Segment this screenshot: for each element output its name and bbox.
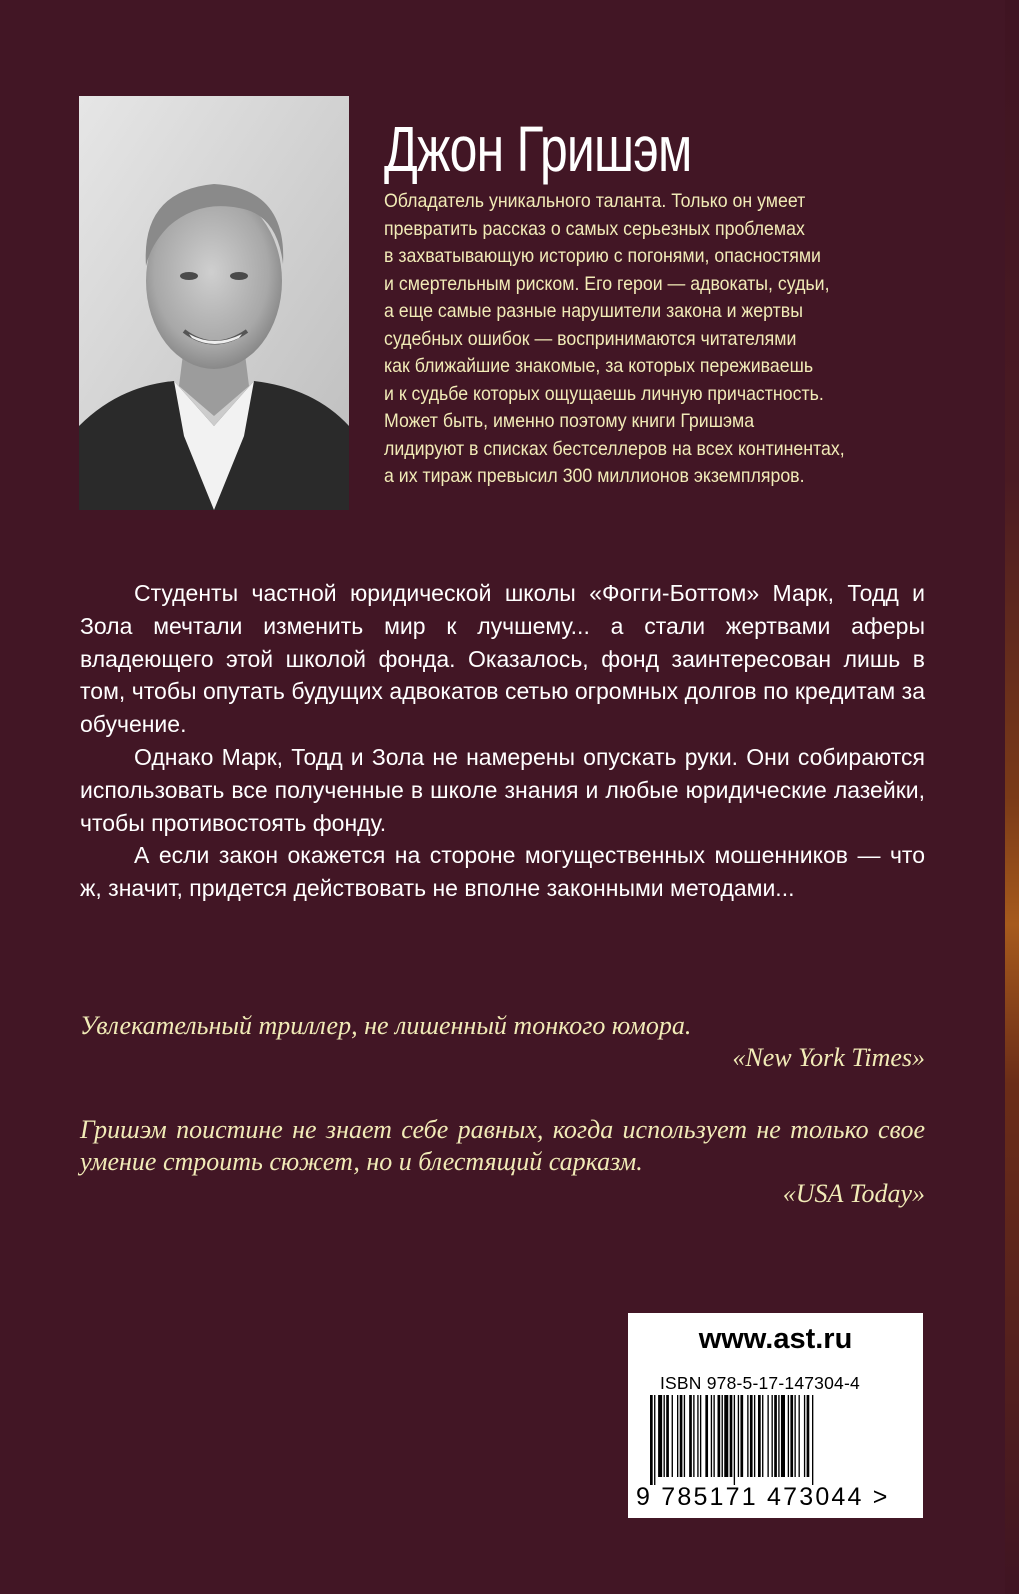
publisher-website: www.ast.ru [698,1323,853,1355]
bio-line: а их тираж превысил 300 миллионов экземпляров. [384,465,805,487]
blurb-paragraph: Однако Марк, Тодд и Зола не намерены опускать руки. Они собираются использовать все полученные в школе знания и любые юридические лазейки, чтобы противостоять фонду. [80,743,925,836]
author-bio [384,188,875,491]
bio-line: и к судьбе которых ощущаешь личную причастность. [384,382,824,405]
barcode-bar [754,1395,755,1477]
ean-digits: 9 785171 473044 > [636,1483,890,1511]
isbn-number: ISBN 978-5-17-147304-4 [660,1373,860,1393]
blurb-paragraph: Студенты частной юридической школы «Фогги-Боттом» Марк, Тодд и Зола мечтали изменить мир к лучшему... а стали жертвами аферы владеющего этой школой фонда. Оказалось, фонд заинтересован лишь в том, чтобы опутать будущих адвокатов сетью огромных долгов по кредитам за обучение. [80,580,925,738]
barcode-bar [705,1395,708,1477]
bio-line: Обладатель уникального таланта. Только он умеет [384,190,806,212]
bio-line: и смертельным риском. Его герои — адвокаты, судьи, [384,272,830,295]
barcode-bar [650,1395,653,1485]
barcode-bar [666,1395,669,1477]
barcode-bar [724,1395,728,1477]
barcode-bar [767,1395,768,1477]
barcode-bar [762,1395,763,1477]
barcode-bar [778,1395,779,1477]
barcode-bar [700,1395,701,1477]
barcode-bar [693,1395,694,1477]
barcode-bar [774,1395,777,1477]
barcode-bar [781,1395,785,1477]
blurb-paragraph: А если закон окажется на стороне могущественных мошенников — что ж, значит, придется действовать не вполне законными методами... [80,842,925,902]
barcode-bar [713,1395,714,1477]
barcode-bar [772,1395,773,1477]
cover-edge-strip [1005,0,1019,1594]
barcode-bar [788,1395,789,1477]
quote-text: Увлекательный триллер, не лишенный тонкого юмора. [80,1011,692,1040]
bio-line: Может быть, именно поэтому книги Гришэма [384,410,755,432]
barcode-bar [672,1395,673,1477]
quote-text: Гришэм поистине не знает себе равных, когда использует не только свое умение строить сюжет, но и блестящий сарказм. [80,1115,925,1176]
author-name: Джон Гришэм [384,113,692,185]
barcode-bar [804,1395,805,1477]
barcode-bar [677,1395,678,1477]
bio-line: судебных ошибок — воспринимаются читателями [384,327,797,350]
barcode-bar [684,1395,685,1477]
bio-line: а еще самые разные нарушители закона и жертвы [384,300,803,322]
barcode-bar [722,1395,723,1477]
barcode-bar [680,1395,683,1477]
barcode-bar [697,1395,698,1477]
review-quote [80,1010,925,1074]
barcode-bar [799,1395,800,1477]
isbn-barcode [646,1395,908,1485]
barcode-bar [734,1395,735,1485]
bio-line: в захватывающую историю с погонями, опасностями [384,245,821,267]
barcode-bar [790,1395,793,1477]
barcode-panel [628,1313,923,1518]
barcode-bar [689,1395,692,1477]
quote-source: «New York Times» [732,1043,925,1072]
barcode-bar [738,1395,739,1477]
barcode-bar [747,1395,748,1477]
bio-line: как ближайшие знакомые, за которых переживаешь [384,355,814,377]
barcode-bar [718,1395,721,1477]
bio-line: лидируют в списках бестселлеров на всех континентах, [384,437,845,460]
barcode-bar [711,1395,712,1477]
barcode-bar [740,1395,743,1477]
barcode-bar [758,1395,761,1477]
barcode-bar [794,1395,795,1477]
book-blurb [80,577,925,905]
quote-source: «USA Today» [782,1179,925,1208]
review-quote [80,1114,925,1210]
barcode-bar [812,1395,813,1485]
barcode-bar [730,1395,733,1477]
barcode-bar [664,1395,665,1477]
bio-line: превратить рассказ о самых серьезных проблемах [384,217,805,240]
author-portrait-photo [79,96,349,510]
barcode-bar [750,1395,753,1477]
barcode-bar [807,1395,810,1477]
barcode-bar [654,1395,655,1485]
barcode-bar [658,1395,662,1477]
